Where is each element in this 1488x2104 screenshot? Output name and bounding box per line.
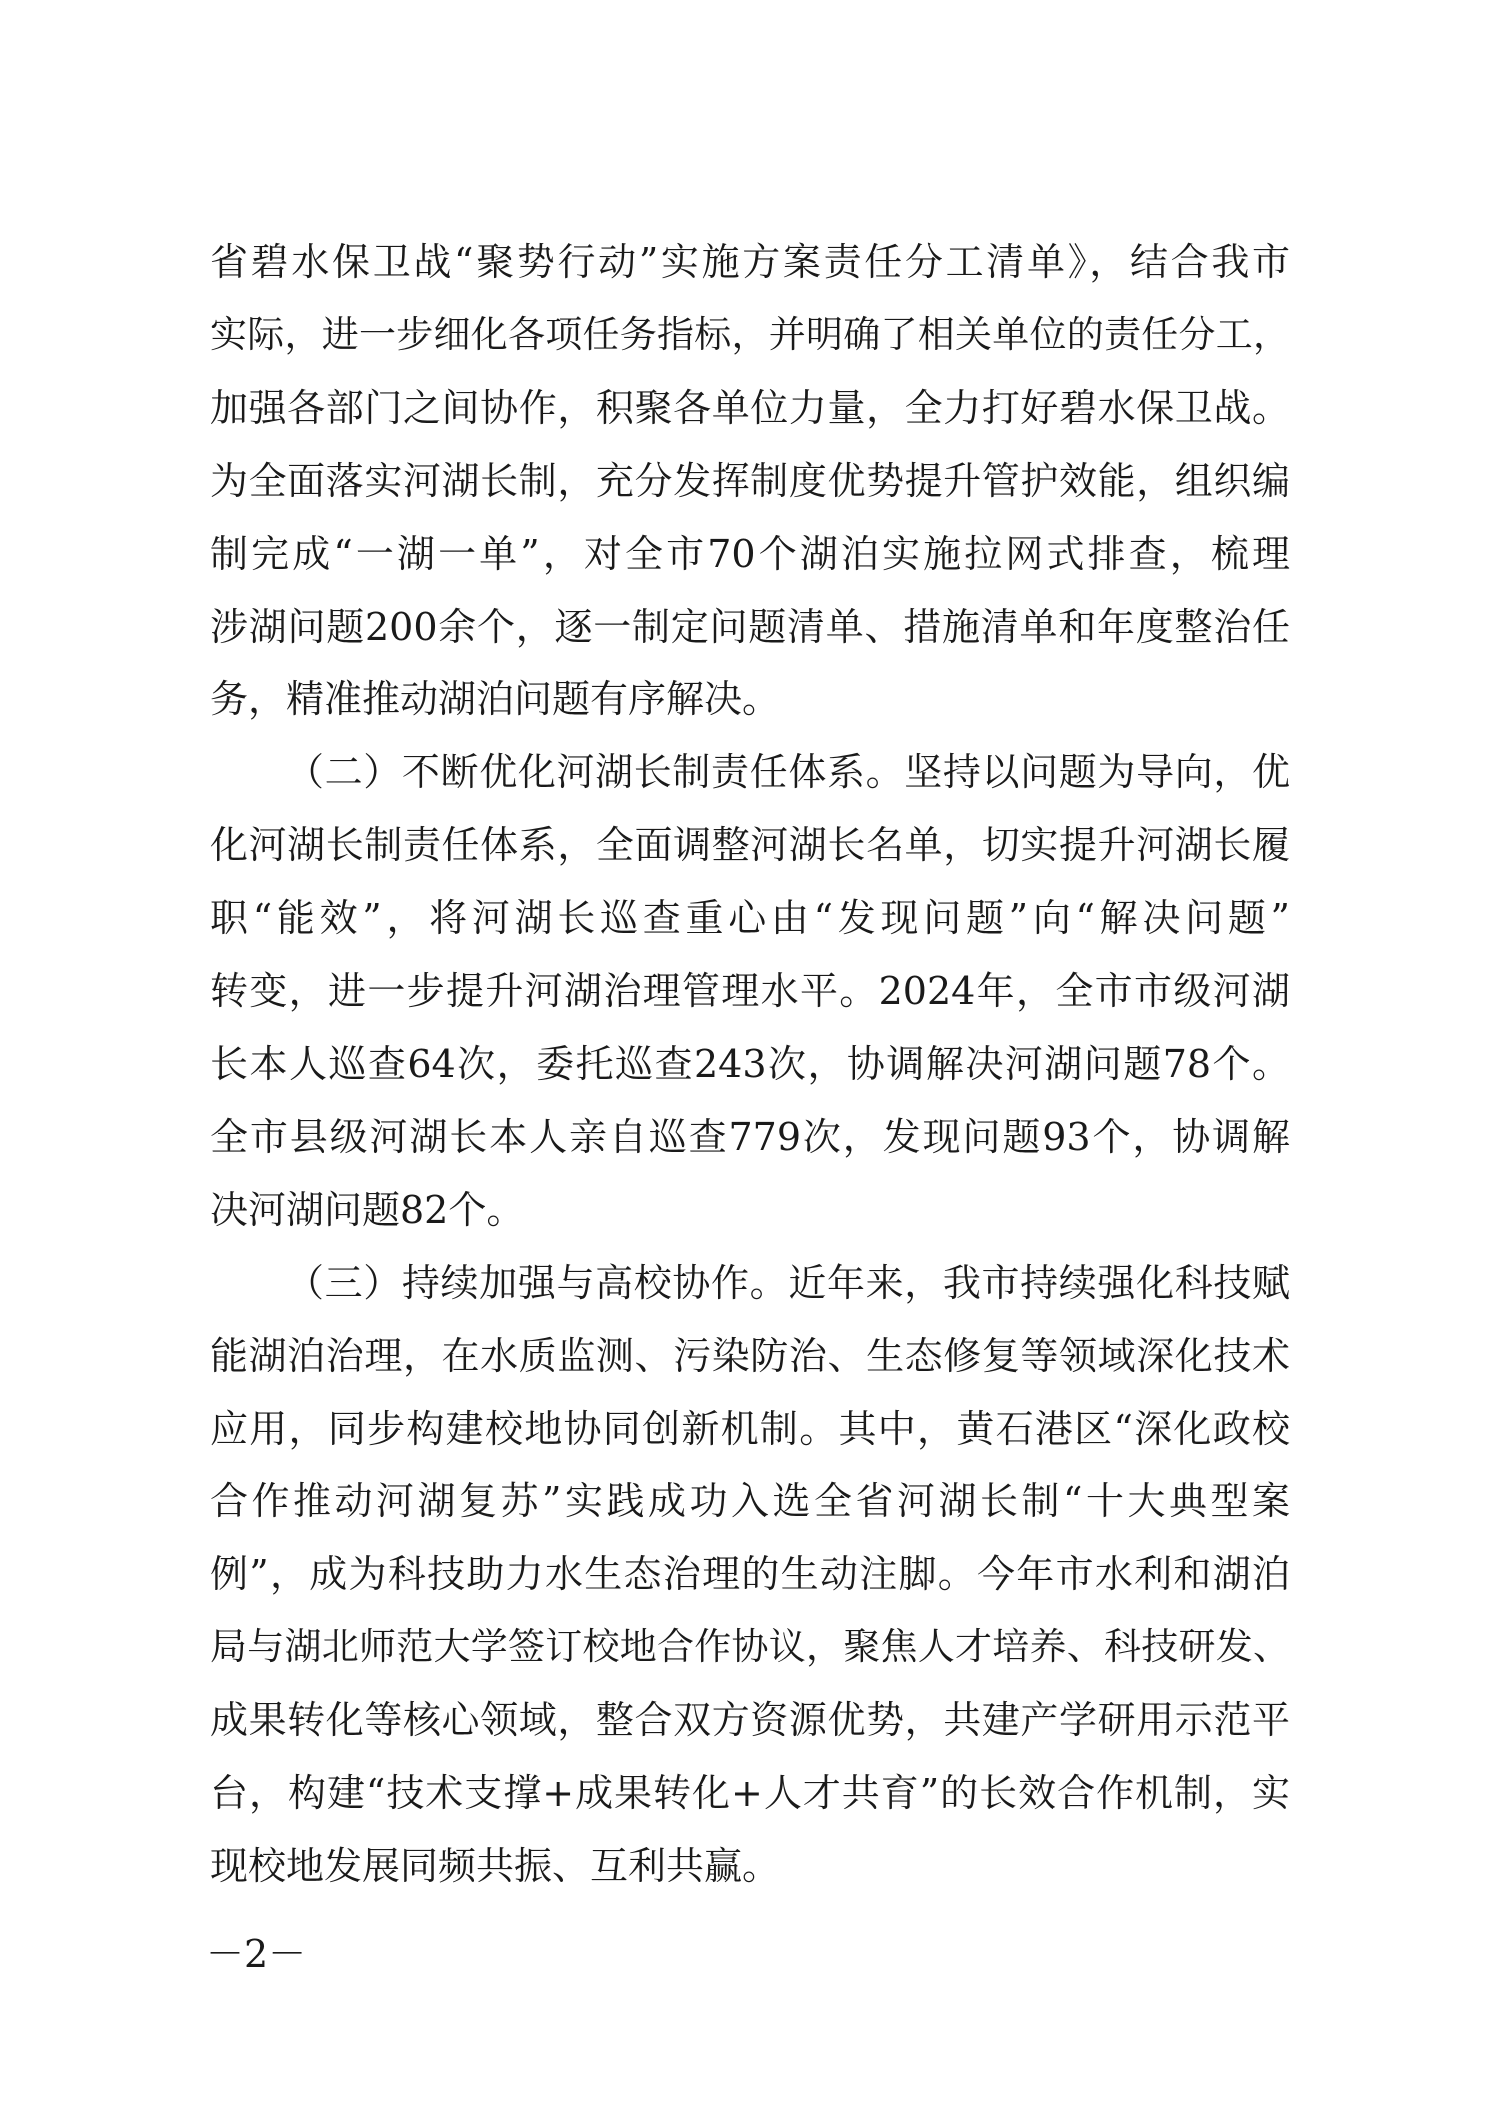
text-line: 现校地发展同频共振、互利共赢。 xyxy=(210,1844,781,1888)
text-line: 职“能效”，将河湖长巡查重心由“发现问题”向“解决问题” xyxy=(210,896,1290,940)
section-heading-line: （三）持续加强与高校协作。近年来，我市持续强化科技赋 xyxy=(286,1261,1290,1305)
text-line: 涉湖问题200余个，逐一制定问题清单、措施清单和年度整治任 xyxy=(210,605,1290,649)
text-line: 转变，进一步提升河湖治理管理水平。2024年，全市市级河湖 xyxy=(210,969,1290,1013)
text-line: 成果转化等核心领域，整合双方资源优势，共建产学研用示范平 xyxy=(210,1698,1290,1742)
text-line: 全市县级河湖长本人亲自巡查779次，发现问题93个，协调解 xyxy=(210,1115,1290,1159)
text-line: 为全面落实河湖长制，充分发挥制度优势提升管护效能，组织编 xyxy=(210,459,1290,503)
text-line: 能湖泊治理，在水质监测、污染防治、生态修复等领域深化技术 xyxy=(210,1334,1290,1378)
text-line: 省碧水保卫战“聚势行动”实施方案责任分工清单》，结合我市 xyxy=(210,240,1290,284)
text-line: 应用，同步构建校地协同创新机制。其中，黄石港区“深化政校 xyxy=(210,1407,1290,1451)
text-line: 化河湖长制责任体系，全面调整河湖长名单，切实提升河湖长履 xyxy=(210,823,1290,867)
text-line: 合作推动河湖复苏”实践成功入选全省河湖长制“十大典型案 xyxy=(210,1479,1290,1523)
text-line: 决河湖问题82个。 xyxy=(210,1188,525,1232)
text-line: 制完成“一湖一单”，对全市70个湖泊实施拉网式排查，梳理 xyxy=(210,532,1290,576)
text-line: 例”，成为科技助力水生态治理的生动注脚。今年市水利和湖泊 xyxy=(210,1552,1290,1596)
section-heading-line: （二）不断优化河湖长制责任体系。坚持以问题为导向，优 xyxy=(286,750,1290,794)
page-number: －2－ xyxy=(206,1932,307,1976)
text-line: 台，构建“技术支撑+成果转化+人才共育”的长效合作机制，实 xyxy=(210,1771,1290,1815)
text-line: 长本人巡查64次，委托巡查243次，协调解决河湖问题78个。 xyxy=(210,1042,1290,1086)
text-line: 务，精准推动湖泊问题有序解决。 xyxy=(210,677,781,721)
text-line: 加强各部门之间协作，积聚各单位力量，全力打好碧水保卫战。 xyxy=(210,386,1290,430)
text-line: 实际，进一步细化各项任务指标，并明确了相关单位的责任分工， xyxy=(210,313,1290,356)
text-line: 局与湖北师范大学签订校地合作协议，聚焦人才培养、科技研发、 xyxy=(210,1625,1290,1668)
